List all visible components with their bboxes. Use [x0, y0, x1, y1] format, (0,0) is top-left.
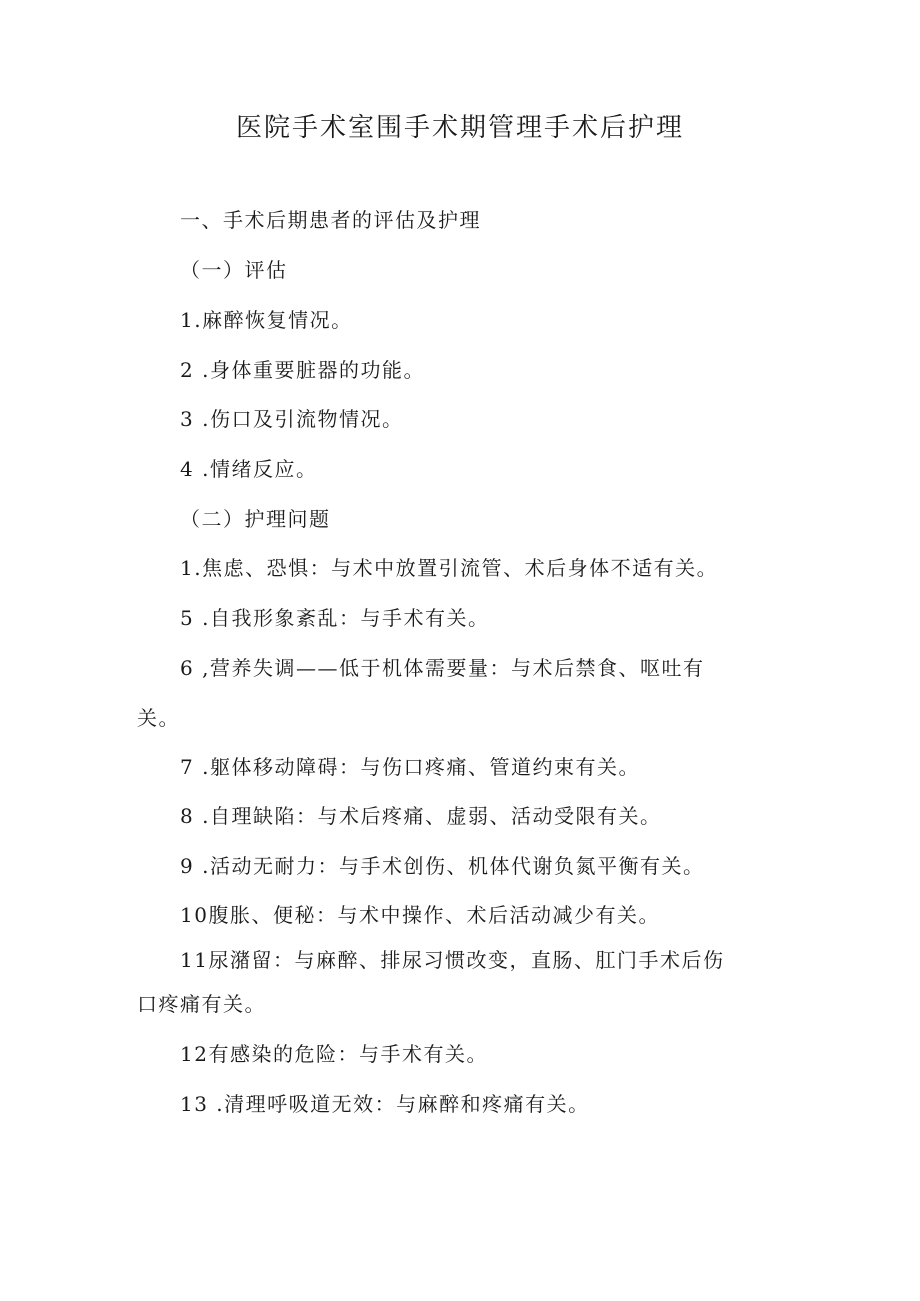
- problem-item-9: 9 .活动无耐力：与手术创伤、机体代谢负氮平衡有关。: [180, 854, 705, 878]
- problem-item-8: 8 .自理缺陷：与术后疼痛、虚弱、活动受限有关。: [180, 804, 662, 828]
- problem-item-11-continuation: 口疼痛有关。: [137, 992, 266, 1016]
- problem-item-11: 11尿潴留：与麻醉、排尿习惯改变，直肠、肛门手术后伤: [180, 948, 725, 972]
- problem-item-1: 1.焦虑、恐惧：与术中放置引流管、术后身体不适有关。: [180, 556, 719, 580]
- subsection-heading-evaluation: （一）评估: [180, 258, 288, 282]
- problem-item-12: 12有感染的危险：与手术有关。: [180, 1042, 488, 1066]
- evaluation-item-4: 4 .情绪反应。: [180, 457, 318, 481]
- evaluation-item-1: 1.麻醉恢复情况。: [180, 308, 353, 332]
- evaluation-item-3: 3 .伤口及引流物情况。: [180, 407, 404, 431]
- subsection-heading-problems: （二）护理问题: [180, 507, 331, 531]
- document-title: 医院手术室围手术期管理手术后护理: [235, 113, 684, 143]
- problem-item-6: 6 ,营养失调——低于机体需要量：与术后禁食、呕吐有: [180, 656, 705, 680]
- problem-item-10: 10腹胀、便秘：与术中操作、术后活动减少有关。: [180, 903, 660, 927]
- problem-item-6-continuation: 关。: [137, 706, 180, 730]
- evaluation-item-2: 2 .身体重要脏器的功能。: [180, 358, 425, 382]
- problem-item-7: 7 .躯体移动障碍：与伤口疼痛、管道约束有关。: [180, 755, 640, 779]
- problem-item-5: 5 .自我形象紊乱：与手术有关。: [180, 606, 490, 630]
- section-heading: 一、手术后期患者的评估及护理: [180, 208, 481, 232]
- problem-item-13: 13 .清理呼吸道无效：与麻醉和疼痛有关。: [180, 1092, 590, 1116]
